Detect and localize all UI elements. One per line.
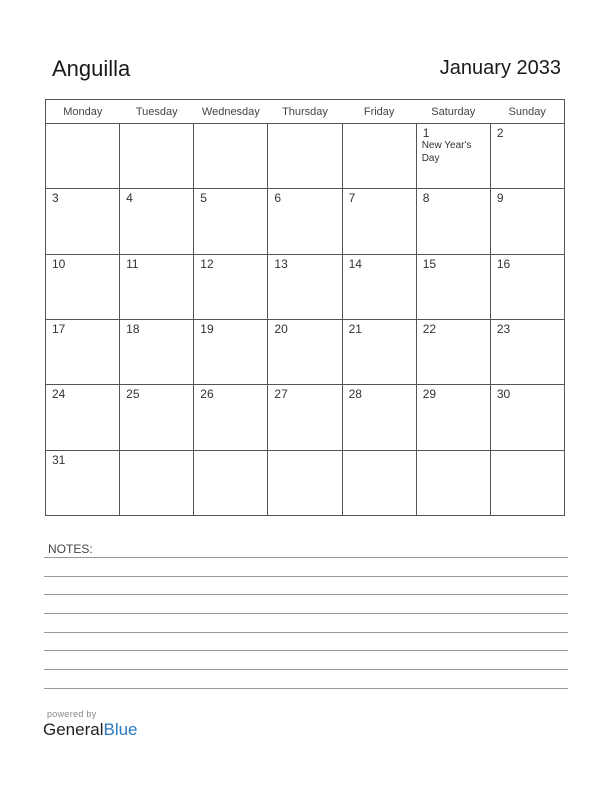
day-number: 16 — [496, 256, 511, 271]
holiday-event: New Year's Day — [421, 140, 472, 164]
day-cell — [268, 124, 342, 189]
day-cell — [342, 385, 416, 450]
brand-blue: Blue — [103, 720, 138, 739]
day-number: 3 — [52, 191, 59, 206]
day-number: 23 — [496, 321, 511, 336]
weekday-thursday: Thursday — [268, 100, 342, 124]
day-number: 5 — [200, 191, 207, 206]
week-row — [46, 385, 565, 450]
calendar-grid — [45, 99, 565, 516]
note-line — [44, 557, 568, 558]
day-number: 21 — [348, 321, 362, 336]
note-line — [44, 669, 568, 670]
day-number: 4 — [126, 191, 133, 206]
day-cell — [268, 189, 342, 254]
day-number: 27 — [274, 387, 288, 402]
weekday-wednesday: Wednesday — [194, 100, 268, 124]
day-cell — [194, 189, 268, 254]
generalblue-logo — [43, 720, 138, 740]
day-number: 25 — [126, 387, 140, 402]
day-cell — [268, 450, 342, 515]
note-line — [44, 613, 568, 614]
day-cell — [46, 189, 120, 254]
note-line — [44, 632, 568, 633]
day-number: 8 — [422, 191, 430, 206]
day-number: 7 — [348, 191, 356, 206]
note-line — [44, 650, 568, 651]
note-line — [44, 594, 568, 595]
day-cell — [120, 189, 194, 254]
day-cell — [194, 124, 268, 189]
day-cell — [490, 254, 564, 319]
day-cell — [342, 254, 416, 319]
day-cell — [416, 385, 490, 450]
day-cell — [120, 319, 194, 384]
day-number: 12 — [200, 256, 214, 271]
day-cell — [268, 385, 342, 450]
day-number: 29 — [422, 387, 437, 402]
month-year-title: January 2033 — [439, 57, 561, 79]
notes-label: NOTES: — [48, 542, 93, 556]
day-cell — [46, 254, 120, 319]
day-cell — [490, 450, 564, 515]
day-number: 26 — [200, 387, 214, 402]
day-cell — [490, 124, 564, 189]
note-line — [44, 576, 568, 577]
weekday-friday: Friday — [342, 100, 416, 124]
day-cell — [120, 450, 194, 515]
day-cell — [120, 124, 194, 189]
day-number: 24 — [52, 387, 66, 402]
day-number: 19 — [200, 321, 214, 336]
powered-by-text: powered by — [47, 709, 97, 719]
day-cell — [46, 319, 120, 384]
day-number: 13 — [274, 256, 288, 271]
weekday-tuesday: Tuesday — [120, 100, 194, 124]
week-row — [46, 124, 565, 189]
weekday-sunday: Sunday — [490, 100, 564, 124]
week-row — [46, 319, 565, 384]
day-cell — [194, 450, 268, 515]
day-cell — [342, 124, 416, 189]
day-cell — [46, 124, 120, 189]
day-cell — [46, 385, 120, 450]
day-number: 1 — [422, 126, 430, 140]
day-cell — [268, 319, 342, 384]
day-cell — [416, 450, 490, 515]
weekday-saturday: Saturday — [416, 100, 490, 124]
weekday-header-row — [46, 100, 565, 124]
day-cell — [490, 319, 564, 384]
day-cell — [416, 189, 490, 254]
day-number: 30 — [496, 387, 511, 402]
day-number: 22 — [422, 321, 437, 336]
day-number: 14 — [348, 256, 362, 271]
day-cell — [342, 189, 416, 254]
day-number: 6 — [274, 191, 282, 206]
day-cell — [268, 254, 342, 319]
day-cell — [490, 189, 564, 254]
country-title: Anguilla — [52, 56, 131, 81]
day-number: 9 — [496, 191, 504, 206]
day-number: 2 — [496, 126, 504, 140]
day-number: 17 — [52, 321, 66, 336]
day-cell — [342, 319, 416, 384]
day-number: 31 — [52, 452, 66, 467]
day-cell — [120, 254, 194, 319]
day-number: 11 — [126, 256, 139, 271]
day-number: 20 — [274, 321, 288, 336]
week-row — [46, 189, 565, 254]
day-cell — [194, 254, 268, 319]
weekday-monday: Monday — [46, 100, 120, 124]
day-cell — [194, 319, 268, 384]
brand-general: General — [43, 720, 104, 739]
day-cell — [342, 450, 416, 515]
day-number: 28 — [348, 387, 362, 402]
week-row — [46, 450, 565, 515]
day-cell — [120, 385, 194, 450]
day-cell — [46, 450, 120, 515]
note-line — [44, 688, 568, 689]
week-row — [46, 254, 565, 319]
day-number: 18 — [126, 321, 140, 336]
day-cell — [194, 385, 268, 450]
day-number: 10 — [52, 256, 66, 271]
day-cell — [416, 124, 490, 189]
day-number: 15 — [422, 256, 437, 271]
day-cell — [490, 385, 564, 450]
day-cell — [416, 254, 490, 319]
day-cell — [416, 319, 490, 384]
